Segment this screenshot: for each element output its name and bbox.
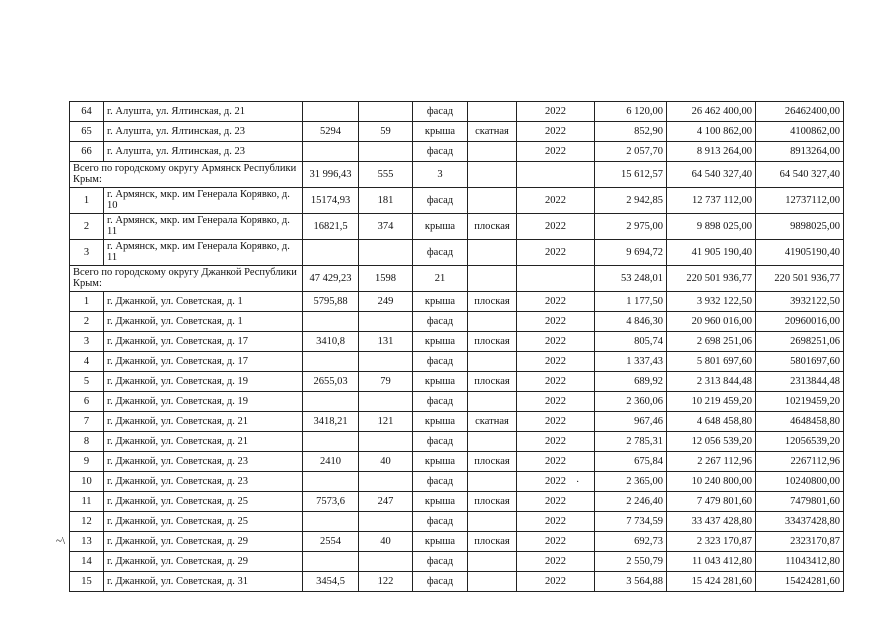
cell-address: г. Алушта, ул. Ялтинская, д. 23: [104, 122, 303, 142]
table-row: [70, 432, 844, 452]
cell-cost: 4 100 862,00: [667, 122, 756, 142]
cell-cost: 12 737 112,00: [667, 188, 756, 214]
cell-residents: 374: [359, 214, 413, 240]
cell-volume: 2 246,40: [595, 492, 667, 512]
cell-address: г. Джанкой, ул. Советская, д. 19: [104, 392, 303, 412]
cell-element: фасад: [413, 432, 468, 452]
cell-area: 7573,6: [303, 492, 359, 512]
cell-year: 2022: [517, 312, 595, 332]
cell-cost: 3 932 122,50: [667, 292, 756, 312]
cell-volume: 967,46: [595, 412, 667, 432]
cell-total: 10240800,00: [756, 472, 844, 492]
cell-address: г. Джанкой, ул. Советская, д. 17: [104, 332, 303, 352]
cell-address: г. Джанкой, ул. Советская, д. 1: [104, 292, 303, 312]
cell-total: 64 540 327,40: [756, 162, 844, 188]
cell-year: 2022: [517, 292, 595, 312]
cell-address: г. Армянск, мкр. им Генерала Корявко, д. 11: [104, 214, 303, 240]
cell-year: 2022: [517, 572, 595, 592]
cell-year: 2022: [517, 372, 595, 392]
cell-area: [303, 142, 359, 162]
cell-roof-type: [468, 162, 517, 188]
cell-roof-type: плоская: [468, 532, 517, 552]
cell-element: крыша: [413, 372, 468, 392]
cell-year: 2022: [517, 122, 595, 142]
cell-number: 66: [70, 142, 104, 162]
cell-number: 14: [70, 552, 104, 572]
cell-volume: 1 337,43: [595, 352, 667, 372]
cell-area: 2410: [303, 452, 359, 472]
cell-total: 5801697,60: [756, 352, 844, 372]
cell-volume: 2 785,31: [595, 432, 667, 452]
cell-address: г. Джанкой, ул. Советская, д. 29: [104, 532, 303, 552]
subtotal-label: Всего по городскому округу Джанкой Республики Крым:: [70, 266, 303, 292]
cell-year: 2022: [517, 472, 595, 492]
cell-residents: [359, 472, 413, 492]
cell-element: фасад: [413, 512, 468, 532]
cell-element: фасад: [413, 392, 468, 412]
cell-area: [303, 472, 359, 492]
cell-element: крыша: [413, 492, 468, 512]
cell-roof-type: [468, 352, 517, 372]
cell-cost: 11 043 412,80: [667, 552, 756, 572]
cell-element: фасад: [413, 472, 468, 492]
cell-residents: 181: [359, 188, 413, 214]
cell-number: 10: [70, 472, 104, 492]
cell-element: крыша: [413, 412, 468, 432]
cell-total: 4648458,80: [756, 412, 844, 432]
cell-total: 12056539,20: [756, 432, 844, 452]
subtotal-row: [70, 266, 844, 292]
cell-element: фасад: [413, 312, 468, 332]
cell-residents: [359, 552, 413, 572]
cell-residents: [359, 240, 413, 266]
cell-year: 2022: [517, 214, 595, 240]
cell-year: 2022: [517, 432, 595, 452]
cell-cost: 33 437 428,80: [667, 512, 756, 532]
cell-year: 2022: [517, 512, 595, 532]
cell-address: г. Джанкой, ул. Советская, д. 21: [104, 432, 303, 452]
cell-cost: 12 056 539,20: [667, 432, 756, 452]
cell-volume: 15 612,57: [595, 162, 667, 188]
cell-volume: 2 360,06: [595, 392, 667, 412]
cell-number: 3: [70, 332, 104, 352]
cell-element: крыша: [413, 292, 468, 312]
cell-area: [303, 312, 359, 332]
cell-number: 1: [70, 188, 104, 214]
cell-volume: 7 734,59: [595, 512, 667, 532]
table-body: [70, 102, 844, 592]
cell-element: крыша: [413, 452, 468, 472]
table-row: [70, 122, 844, 142]
table-row: [70, 572, 844, 592]
cell-year: [517, 162, 595, 188]
cell-total: 2698251,06: [756, 332, 844, 352]
cell-cost: 2 698 251,06: [667, 332, 756, 352]
cell-element: крыша: [413, 214, 468, 240]
cell-area: [303, 512, 359, 532]
cell-residents: [359, 102, 413, 122]
cell-roof-type: плоская: [468, 372, 517, 392]
cell-element-count: 3: [413, 162, 468, 188]
cell-address: г. Джанкой, ул. Советская, д. 19: [104, 372, 303, 392]
cell-area: 3418,21: [303, 412, 359, 432]
cell-number: 8: [70, 432, 104, 452]
cell-volume: 689,92: [595, 372, 667, 392]
subtotal-label: Всего по городскому округу Армянск Республики Крым:: [70, 162, 303, 188]
cell-volume: 6 120,00: [595, 102, 667, 122]
cell-total: 15424281,60: [756, 572, 844, 592]
cell-year: 2022: [517, 102, 595, 122]
cell-year: [517, 266, 595, 292]
cell-year: 2022: [517, 392, 595, 412]
cell-address: г. Джанкой, ул. Советская, д. 17: [104, 352, 303, 372]
cell-total: 220 501 936,77: [756, 266, 844, 292]
cell-element: крыша: [413, 122, 468, 142]
cell-residents: 555: [359, 162, 413, 188]
cell-element: фасад: [413, 240, 468, 266]
cell-cost: 5 801 697,60: [667, 352, 756, 372]
cell-year: 2022: [517, 332, 595, 352]
cell-number: 4: [70, 352, 104, 372]
cell-cost: 64 540 327,40: [667, 162, 756, 188]
cell-element: фасад: [413, 142, 468, 162]
cell-roof-type: [468, 312, 517, 332]
table-row: [70, 312, 844, 332]
cell-total: 9898025,00: [756, 214, 844, 240]
cell-number: 9: [70, 452, 104, 472]
cell-cost: 2 313 844,48: [667, 372, 756, 392]
cell-address: г. Джанкой, ул. Советская, д. 31: [104, 572, 303, 592]
table-row: [70, 292, 844, 312]
cell-volume: 1 177,50: [595, 292, 667, 312]
cell-year: 2022: [517, 452, 595, 472]
cell-volume: 4 846,30: [595, 312, 667, 332]
cell-address: г. Джанкой, ул. Советская, д. 25: [104, 512, 303, 532]
cell-cost: 20 960 016,00: [667, 312, 756, 332]
cell-element: фасад: [413, 572, 468, 592]
table-row: [70, 102, 844, 122]
cell-number: 3: [70, 240, 104, 266]
cell-residents: [359, 312, 413, 332]
cell-volume: 2 942,85: [595, 188, 667, 214]
cell-address: г. Алушта, ул. Ялтинская, д. 23: [104, 142, 303, 162]
cell-residents: 1598: [359, 266, 413, 292]
cell-roof-type: плоская: [468, 292, 517, 312]
cell-area: 16821,5: [303, 214, 359, 240]
table-row: [70, 214, 844, 240]
cell-year: 2022: [517, 532, 595, 552]
cell-area: 5294: [303, 122, 359, 142]
cell-year: 2022: [517, 188, 595, 214]
cell-year: 2022: [517, 492, 595, 512]
cell-area: 5795,88: [303, 292, 359, 312]
cell-area: [303, 352, 359, 372]
cell-cost: 10 219 459,20: [667, 392, 756, 412]
table-row: [70, 142, 844, 162]
cell-volume: 675,84: [595, 452, 667, 472]
cell-roof-type: плоская: [468, 452, 517, 472]
cell-element: фасад: [413, 188, 468, 214]
cell-total: 3932122,50: [756, 292, 844, 312]
table-row: [70, 512, 844, 532]
cell-number: 2: [70, 312, 104, 332]
table-row: [70, 532, 844, 552]
cell-roof-type: [468, 552, 517, 572]
cell-residents: 59: [359, 122, 413, 142]
cell-roof-type: [468, 188, 517, 214]
cell-total: 7479801,60: [756, 492, 844, 512]
table-row: [70, 472, 844, 492]
cell-cost: 2 267 112,96: [667, 452, 756, 472]
cell-roof-type: плоская: [468, 214, 517, 240]
cell-volume: 53 248,01: [595, 266, 667, 292]
cell-roof-type: [468, 392, 517, 412]
cell-area: [303, 392, 359, 412]
cell-volume: 2 975,00: [595, 214, 667, 240]
cell-element: крыша: [413, 532, 468, 552]
cell-cost: 26 462 400,00: [667, 102, 756, 122]
cell-total: 2323170,87: [756, 532, 844, 552]
cell-roof-type: [468, 142, 517, 162]
cell-cost: 9 898 025,00: [667, 214, 756, 240]
cell-number: 6: [70, 392, 104, 412]
cell-number: 1: [70, 292, 104, 312]
table-row: [70, 352, 844, 372]
cell-residents: [359, 392, 413, 412]
cell-address: г. Джанкой, ул. Советская, д. 25: [104, 492, 303, 512]
cell-residents: 131: [359, 332, 413, 352]
cell-volume: 805,74: [595, 332, 667, 352]
cell-area: [303, 552, 359, 572]
cell-cost: 4 648 458,80: [667, 412, 756, 432]
cell-volume: 2 057,70: [595, 142, 667, 162]
cell-number: 15: [70, 572, 104, 592]
cell-roof-type: плоская: [468, 332, 517, 352]
cell-address: г. Армянск, мкр. им Генерала Корявко, д. 11: [104, 240, 303, 266]
cell-total: 20960016,00: [756, 312, 844, 332]
cell-total: 41905190,40: [756, 240, 844, 266]
cell-area: 47 429,23: [303, 266, 359, 292]
cell-residents: 121: [359, 412, 413, 432]
cell-roof-type: скатная: [468, 122, 517, 142]
cell-roof-type: плоская: [468, 492, 517, 512]
cell-area: 2554: [303, 532, 359, 552]
repair-program-table: [69, 101, 844, 592]
cell-cost: 2 323 170,87: [667, 532, 756, 552]
cell-year: 2022: [517, 142, 595, 162]
cell-total: 10219459,20: [756, 392, 844, 412]
table-row: [70, 412, 844, 432]
cell-residents: 249: [359, 292, 413, 312]
cell-total: 33437428,80: [756, 512, 844, 532]
cell-roof-type: [468, 240, 517, 266]
cell-roof-type: [468, 266, 517, 292]
cell-address: г. Джанкой, ул. Советская, д. 23: [104, 472, 303, 492]
cell-total: 12737112,00: [756, 188, 844, 214]
cell-number: 65: [70, 122, 104, 142]
cell-residents: 122: [359, 572, 413, 592]
cell-address: г. Джанкой, ул. Советская, д. 29: [104, 552, 303, 572]
cell-element: фасад: [413, 102, 468, 122]
cell-cost: 220 501 936,77: [667, 266, 756, 292]
cell-element: фасад: [413, 552, 468, 572]
cell-area: [303, 432, 359, 452]
cell-year: 2022: [517, 240, 595, 266]
cell-total: 26462400,00: [756, 102, 844, 122]
cell-residents: 79: [359, 372, 413, 392]
margin-handwritten-mark: ~\: [56, 535, 66, 547]
table-row: [70, 372, 844, 392]
cell-number: 2: [70, 214, 104, 240]
cell-total: 4100862,00: [756, 122, 844, 142]
cell-roof-type: [468, 572, 517, 592]
table-row: [70, 332, 844, 352]
cell-number: 11: [70, 492, 104, 512]
table-row: [70, 452, 844, 472]
cell-residents: [359, 142, 413, 162]
cell-year: 2022: [517, 352, 595, 372]
subtotal-row: [70, 162, 844, 188]
cell-volume: 692,73: [595, 532, 667, 552]
cell-volume: 2 550,79: [595, 552, 667, 572]
cell-area: 15174,93: [303, 188, 359, 214]
cell-volume: 2 365,00: [595, 472, 667, 492]
cell-residents: [359, 512, 413, 532]
table-row: [70, 392, 844, 412]
cell-element: фасад: [413, 352, 468, 372]
cell-total: 2267112,96: [756, 452, 844, 472]
cell-number: 5: [70, 372, 104, 392]
stray-dot: ·: [576, 477, 580, 488]
cell-volume: 3 564,88: [595, 572, 667, 592]
cell-cost: 8 913 264,00: [667, 142, 756, 162]
cell-volume: 852,90: [595, 122, 667, 142]
cell-cost: 15 424 281,60: [667, 572, 756, 592]
cell-residents: [359, 432, 413, 452]
table-row: [70, 492, 844, 512]
cell-cost: 7 479 801,60: [667, 492, 756, 512]
cell-address: г. Джанкой, ул. Советская, д. 1: [104, 312, 303, 332]
cell-address: г. Армянск, мкр. им Генерала Корявко, д. 10: [104, 188, 303, 214]
cell-area: 3410,8: [303, 332, 359, 352]
cell-total: 11043412,80: [756, 552, 844, 572]
cell-number: 13: [70, 532, 104, 552]
cell-volume: 9 694,72: [595, 240, 667, 266]
cell-roof-type: [468, 512, 517, 532]
cell-roof-type: [468, 432, 517, 452]
cell-cost: 41 905 190,40: [667, 240, 756, 266]
cell-residents: [359, 352, 413, 372]
cell-number: 64: [70, 102, 104, 122]
cell-residents: 40: [359, 532, 413, 552]
cell-area: 2655,03: [303, 372, 359, 392]
cell-number: 12: [70, 512, 104, 532]
cell-total: 2313844,48: [756, 372, 844, 392]
cell-total: 8913264,00: [756, 142, 844, 162]
cell-area: [303, 102, 359, 122]
cell-element: крыша: [413, 332, 468, 352]
cell-roof-type: [468, 102, 517, 122]
cell-residents: 40: [359, 452, 413, 472]
cell-roof-type: [468, 472, 517, 492]
cell-address: г. Джанкой, ул. Советская, д. 21: [104, 412, 303, 432]
cell-residents: 247: [359, 492, 413, 512]
cell-roof-type: скатная: [468, 412, 517, 432]
cell-address: г. Джанкой, ул. Советская, д. 23: [104, 452, 303, 472]
cell-number: 7: [70, 412, 104, 432]
cell-cost: 10 240 800,00: [667, 472, 756, 492]
table-row: [70, 188, 844, 214]
cell-area: 31 996,43: [303, 162, 359, 188]
table-row: [70, 552, 844, 572]
cell-area: [303, 240, 359, 266]
cell-year: 2022: [517, 552, 595, 572]
cell-area: 3454,5: [303, 572, 359, 592]
table-row: [70, 240, 844, 266]
cell-element-count: 21: [413, 266, 468, 292]
cell-address: г. Алушта, ул. Ялтинская, д. 21: [104, 102, 303, 122]
cell-year: 2022: [517, 412, 595, 432]
